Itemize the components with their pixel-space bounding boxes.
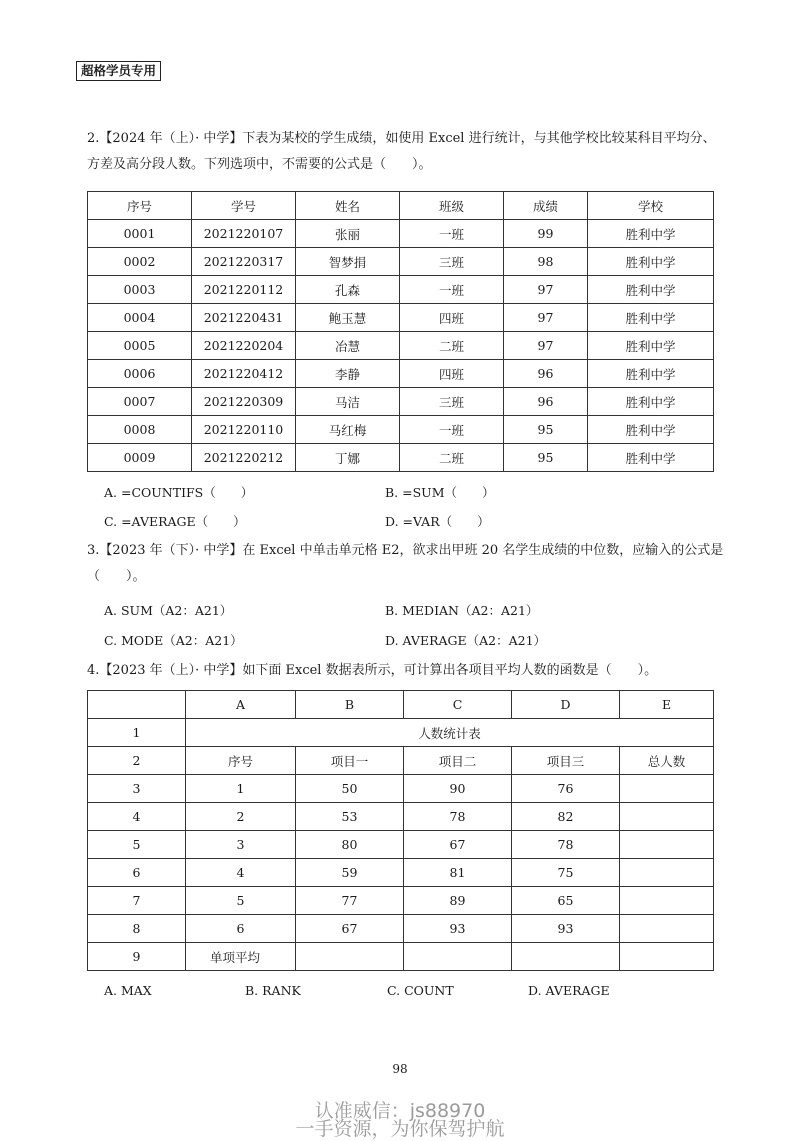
table-row bbox=[88, 747, 714, 775]
table-row bbox=[88, 416, 714, 444]
table-cell bbox=[404, 943, 512, 971]
table-cell: 75 bbox=[512, 859, 620, 887]
table-cell: 78 bbox=[404, 803, 512, 831]
student-score-table bbox=[87, 191, 714, 472]
q2-option-a[interactable]: A. =COUNTIFS（ ） bbox=[104, 485, 254, 500]
table-cell: 96 bbox=[504, 388, 588, 416]
table-cell: 65 bbox=[512, 887, 620, 915]
table-cell: 胜利中学 bbox=[588, 276, 714, 304]
table-cell: 67 bbox=[404, 831, 512, 859]
table-cell: 97 bbox=[504, 304, 588, 332]
table-cell: 3 bbox=[186, 831, 296, 859]
table-cell: 0002 bbox=[88, 248, 192, 276]
table-cell: 胜利中学 bbox=[588, 304, 714, 332]
question-3-stem: 3.【2023 年（下）· 中学】在 Excel 中单击单元格 E2，欲求出甲班 20 名学生成绩的中位数，应输入的公式是（ ）。 bbox=[87, 543, 724, 584]
column-header: 姓名 bbox=[296, 192, 400, 220]
table-row bbox=[88, 388, 714, 416]
table-cell: 2021220112 bbox=[192, 276, 296, 304]
row-number: 2 bbox=[88, 747, 186, 775]
q4-option-d[interactable]: D. AVERAGE bbox=[528, 983, 610, 998]
table-cell: 胜利中学 bbox=[588, 388, 714, 416]
table-cell: 2021220204 bbox=[192, 332, 296, 360]
table-cell: 胜利中学 bbox=[588, 220, 714, 248]
table-cell: 0006 bbox=[88, 360, 192, 388]
table-cell: 78 bbox=[512, 831, 620, 859]
table-row bbox=[88, 276, 714, 304]
column-letter: D bbox=[512, 691, 620, 719]
table-cell: 81 bbox=[404, 859, 512, 887]
column-letter: B bbox=[296, 691, 404, 719]
row-number: 7 bbox=[88, 887, 186, 915]
table-cell: 80 bbox=[296, 831, 404, 859]
column-header: 序号 bbox=[88, 192, 192, 220]
table-cell: 鲍玉慧 bbox=[296, 304, 400, 332]
table-row bbox=[88, 444, 714, 472]
table-cell bbox=[620, 775, 714, 803]
table-cell: 93 bbox=[404, 915, 512, 943]
table-cell: 2021220309 bbox=[192, 388, 296, 416]
table-cell: 0001 bbox=[88, 220, 192, 248]
table-cell: 97 bbox=[504, 276, 588, 304]
table-cell: 智梦捐 bbox=[296, 248, 400, 276]
q3-option-a[interactable]: A. SUM（A2：A21） bbox=[104, 603, 233, 618]
row-number: 9 bbox=[88, 943, 186, 971]
table-row bbox=[88, 248, 714, 276]
table-cell: 4 bbox=[186, 859, 296, 887]
table-cell: 单项平均 bbox=[186, 943, 296, 971]
table-cell: 一班 bbox=[400, 416, 504, 444]
table-cell: 97 bbox=[504, 332, 588, 360]
column-header: 成绩 bbox=[504, 192, 588, 220]
question-4-stem: 4.【2023 年（上）· 中学】如下面 Excel 数据表所示，可计算出各项目平均人数的函数是（ ）。 bbox=[87, 663, 658, 678]
table-row bbox=[88, 332, 714, 360]
page-number: 98 bbox=[392, 1062, 408, 1076]
table-cell: 二班 bbox=[400, 332, 504, 360]
table-cell: 2021220431 bbox=[192, 304, 296, 332]
table-cell bbox=[620, 831, 714, 859]
table-cell: 95 bbox=[504, 416, 588, 444]
row-number: 6 bbox=[88, 859, 186, 887]
table-cell: 0003 bbox=[88, 276, 192, 304]
table-cell: 50 bbox=[296, 775, 404, 803]
table-row bbox=[88, 803, 714, 831]
table-row bbox=[88, 220, 714, 248]
table-cell: 冶慧 bbox=[296, 332, 400, 360]
title-row bbox=[88, 719, 714, 747]
table-cell: 90 bbox=[404, 775, 512, 803]
table-cell: 82 bbox=[512, 803, 620, 831]
table-cell: 6 bbox=[186, 915, 296, 943]
row-number: 4 bbox=[88, 803, 186, 831]
table-cell: 98 bbox=[504, 248, 588, 276]
table-cell bbox=[620, 859, 714, 887]
table-cell: 三班 bbox=[400, 388, 504, 416]
table-cell: 0009 bbox=[88, 444, 192, 472]
table-cell: 0004 bbox=[88, 304, 192, 332]
q4-option-a[interactable]: A. MAX bbox=[104, 983, 152, 998]
watermark-line-1: 认准威信：js88970 bbox=[314, 1100, 486, 1122]
table-cell bbox=[512, 943, 620, 971]
table-cell: 胜利中学 bbox=[588, 416, 714, 444]
column-header: 学校 bbox=[588, 192, 714, 220]
question-2-stem: 2.【2024 年（上）· 中学】下表为某校的学生成绩，如使用 Excel 进行统计，与其他学校比较某科目平均分、方差及高分段人数。下列选项中，不需要的公式是（ ）。 bbox=[87, 131, 716, 172]
table-cell: 项目二 bbox=[404, 747, 512, 775]
q3-option-c[interactable]: C. MODE（A2：A21） bbox=[104, 633, 243, 648]
table-row bbox=[88, 887, 714, 915]
table-cell: 89 bbox=[404, 887, 512, 915]
q4-option-b[interactable]: B. RANK bbox=[245, 983, 301, 998]
table-cell: 77 bbox=[296, 887, 404, 915]
table-cell: 马红梅 bbox=[296, 416, 400, 444]
table-cell: 76 bbox=[512, 775, 620, 803]
watermark-line-2: 一手资源，为你保驾护航 bbox=[295, 1118, 505, 1140]
table-cell: 项目三 bbox=[512, 747, 620, 775]
table-header-row bbox=[88, 192, 714, 220]
q4-option-c[interactable]: C. COUNT bbox=[387, 983, 454, 998]
table-cell: 李静 bbox=[296, 360, 400, 388]
table-cell bbox=[620, 803, 714, 831]
table-cell: 5 bbox=[186, 887, 296, 915]
column-letter-row bbox=[88, 691, 714, 719]
table-cell: 0005 bbox=[88, 332, 192, 360]
table-cell bbox=[620, 915, 714, 943]
table-row bbox=[88, 915, 714, 943]
table-cell: 胜利中学 bbox=[588, 332, 714, 360]
table-cell: 96 bbox=[504, 360, 588, 388]
column-letter: C bbox=[404, 691, 512, 719]
q3-option-d[interactable]: D. AVERAGE（A2：A21） bbox=[385, 633, 547, 648]
table-cell: 项目一 bbox=[296, 747, 404, 775]
table-cell: 0007 bbox=[88, 388, 192, 416]
table-cell: 胜利中学 bbox=[588, 248, 714, 276]
table-cell: 2021220212 bbox=[192, 444, 296, 472]
table-cell: 53 bbox=[296, 803, 404, 831]
table-cell: 2021220317 bbox=[192, 248, 296, 276]
table-cell: 胜利中学 bbox=[588, 444, 714, 472]
table-row bbox=[88, 831, 714, 859]
table-cell: 59 bbox=[296, 859, 404, 887]
table-cell: 二班 bbox=[400, 444, 504, 472]
table-cell: 99 bbox=[504, 220, 588, 248]
column-letter: A bbox=[186, 691, 296, 719]
table-cell bbox=[296, 943, 404, 971]
table-title: 人数统计表 bbox=[186, 719, 714, 747]
table-cell bbox=[620, 943, 714, 971]
table-cell: 四班 bbox=[400, 360, 504, 388]
table-row bbox=[88, 859, 714, 887]
table-cell: 1 bbox=[186, 775, 296, 803]
table-row bbox=[88, 360, 714, 388]
row-number: 1 bbox=[88, 719, 186, 747]
table-cell: 马洁 bbox=[296, 388, 400, 416]
column-header: 班级 bbox=[400, 192, 504, 220]
table-cell: 93 bbox=[512, 915, 620, 943]
table-cell: 三班 bbox=[400, 248, 504, 276]
table-cell: 一班 bbox=[400, 276, 504, 304]
column-letter: E bbox=[620, 691, 714, 719]
exclusive-badge: 超格学员专用 bbox=[76, 61, 161, 81]
table-row bbox=[88, 304, 714, 332]
excel-people-stats-table bbox=[87, 690, 714, 971]
table-row bbox=[88, 943, 714, 971]
column-header: 学号 bbox=[192, 192, 296, 220]
table-cell: 总人数 bbox=[620, 747, 714, 775]
table-cell: 丁娜 bbox=[296, 444, 400, 472]
table-cell: 2021220412 bbox=[192, 360, 296, 388]
row-number: 3 bbox=[88, 775, 186, 803]
table-cell: 2021220110 bbox=[192, 416, 296, 444]
q3-option-b[interactable]: B. MEDIAN（A2：A21） bbox=[385, 603, 539, 618]
table-cell: 2021220107 bbox=[192, 220, 296, 248]
table-cell: 67 bbox=[296, 915, 404, 943]
table-row bbox=[88, 775, 714, 803]
column-letter bbox=[88, 691, 186, 719]
table-cell: 胜利中学 bbox=[588, 360, 714, 388]
q2-option-c[interactable]: C. =AVERAGE（ ） bbox=[104, 514, 246, 529]
table-cell: 四班 bbox=[400, 304, 504, 332]
row-number: 8 bbox=[88, 915, 186, 943]
row-number: 5 bbox=[88, 831, 186, 859]
q2-option-d[interactable]: D. =VAR（ ） bbox=[385, 514, 490, 529]
table-cell: 序号 bbox=[186, 747, 296, 775]
table-cell: 0008 bbox=[88, 416, 192, 444]
q2-option-b[interactable]: B. =SUM（ ） bbox=[385, 485, 495, 500]
table-cell: 95 bbox=[504, 444, 588, 472]
table-cell: 孔森 bbox=[296, 276, 400, 304]
table-cell: 一班 bbox=[400, 220, 504, 248]
table-cell: 2 bbox=[186, 803, 296, 831]
table-cell bbox=[620, 887, 714, 915]
table-cell: 张丽 bbox=[296, 220, 400, 248]
